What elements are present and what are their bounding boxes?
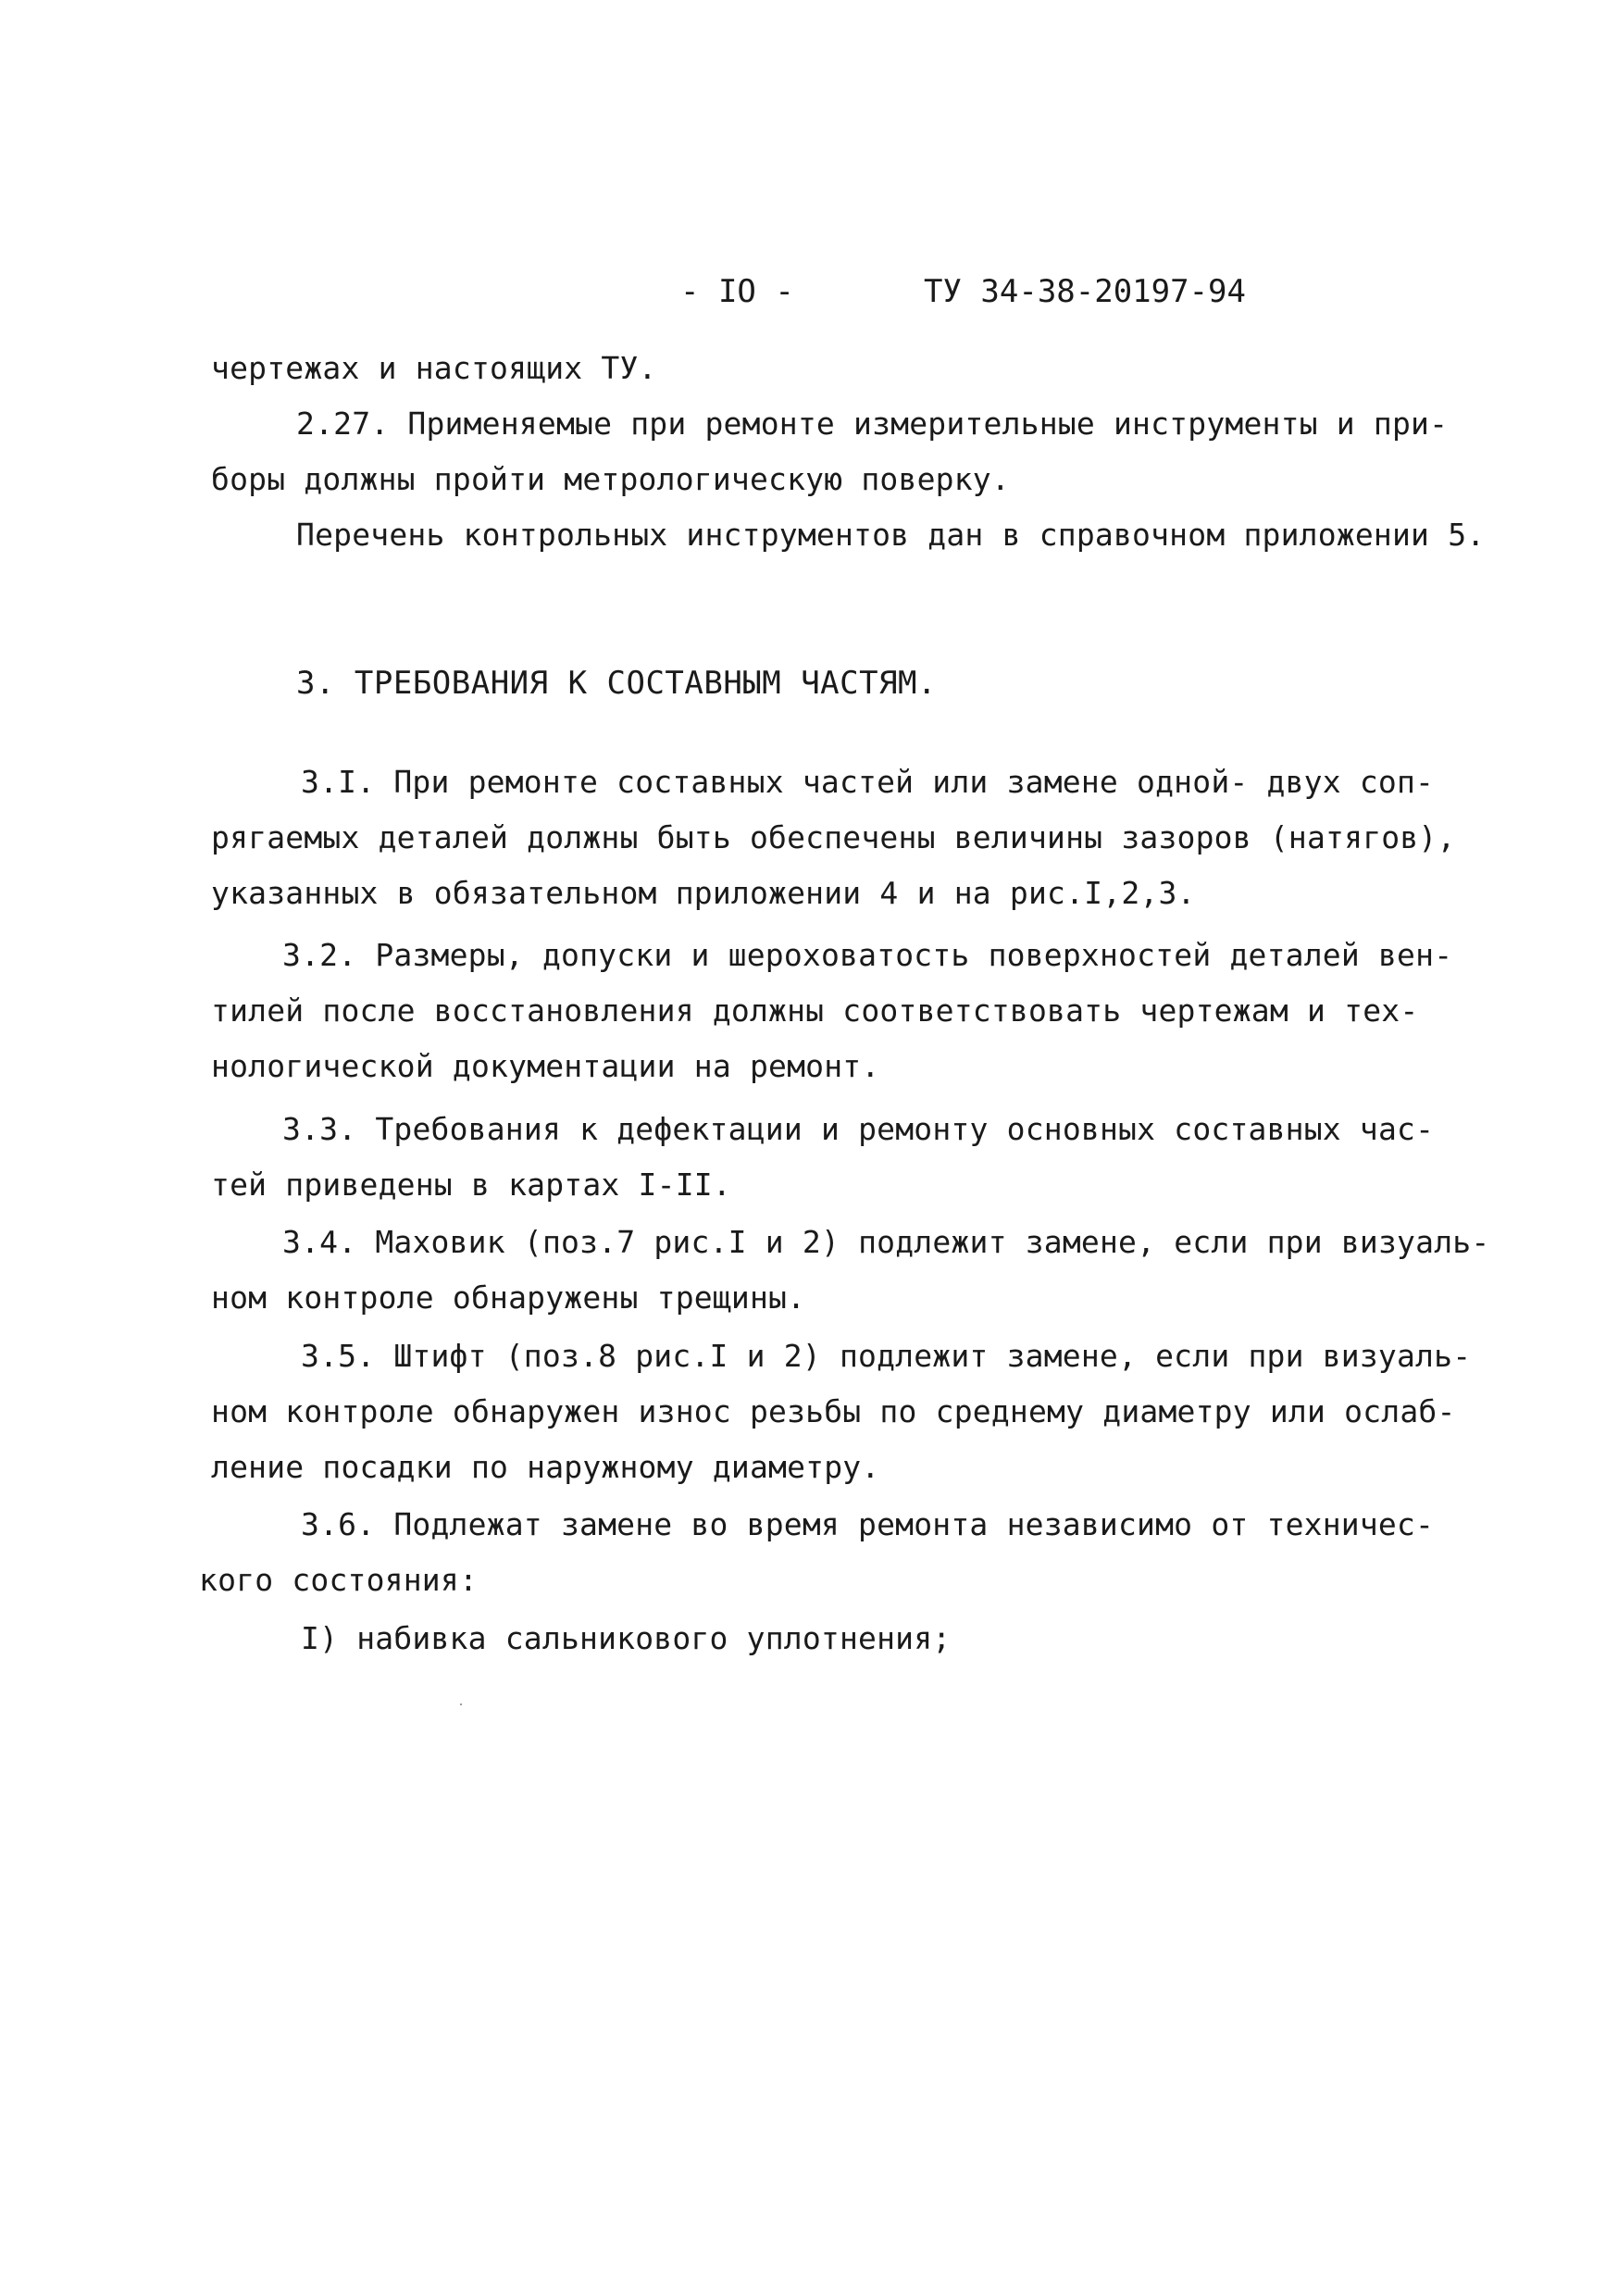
text-line: рягаемых деталей должны быть обеспечены величины зазоров (натягов), [211, 819, 1456, 855]
text-line: тей приведены в картах I-II. [211, 1167, 731, 1203]
text-line: указанных в обязательном приложении 4 и на рис.I,2,3. [211, 875, 1196, 911]
text-line: 2.27. Применяемые при ремонте измерительные инструменты и при- [296, 406, 1449, 442]
text-line: 3.4. Маховик (поз.7 рис.I и 2) подлежит замене, если при визуаль- [282, 1224, 1490, 1260]
document-code: ТУ 34-38-20197-94 [924, 273, 1246, 310]
text-line: 3.2. Размеры, допуски и шероховатость поверхностей деталей вен- [282, 937, 1453, 973]
text-line: I) набивка сальникового уплотнения; [301, 1620, 952, 1656]
text-line: нологической документации на ремонт. [211, 1048, 880, 1084]
text-line: 3.6. Подлежат замене во время ремонта независимо от техничес- [301, 1506, 1435, 1542]
text-line: ном контроле обнаружен износ резьбы по среднему диаметру или ослаб- [211, 1393, 1456, 1429]
text-line: боры должны пройти метрологическую поверку. [211, 461, 1010, 497]
section-heading: 3. ТРЕБОВАНИЯ К СОСТАВНЫМ ЧАСТЯМ. [296, 665, 938, 702]
text-line: 3.5. Штифт (поз.8 рис.I и 2) подлежит замене, если при визуаль- [301, 1338, 1472, 1374]
text-line: тилей после восстановления должны соответствовать чертежам и тех- [211, 992, 1419, 1029]
text-line: ление посадки по наружному диаметру. [211, 1449, 880, 1485]
text-line: чертежах и настоящих ТУ. [211, 350, 657, 386]
text-line: Перечень контрольных инструментов дан в справочном приложении 5. [296, 517, 1486, 553]
text-line: 3.I. При ремонте составных частей или замене одной- двух соп- [301, 764, 1435, 800]
scan-speck [460, 1703, 462, 1705]
text-line: 3.3. Требования к дефектации и ремонту основных составных час- [282, 1111, 1435, 1147]
text-line: ном контроле обнаружены трещины. [211, 1279, 806, 1316]
page-number: - IO - [680, 273, 794, 310]
text-line: кого состояния: [199, 1562, 479, 1598]
